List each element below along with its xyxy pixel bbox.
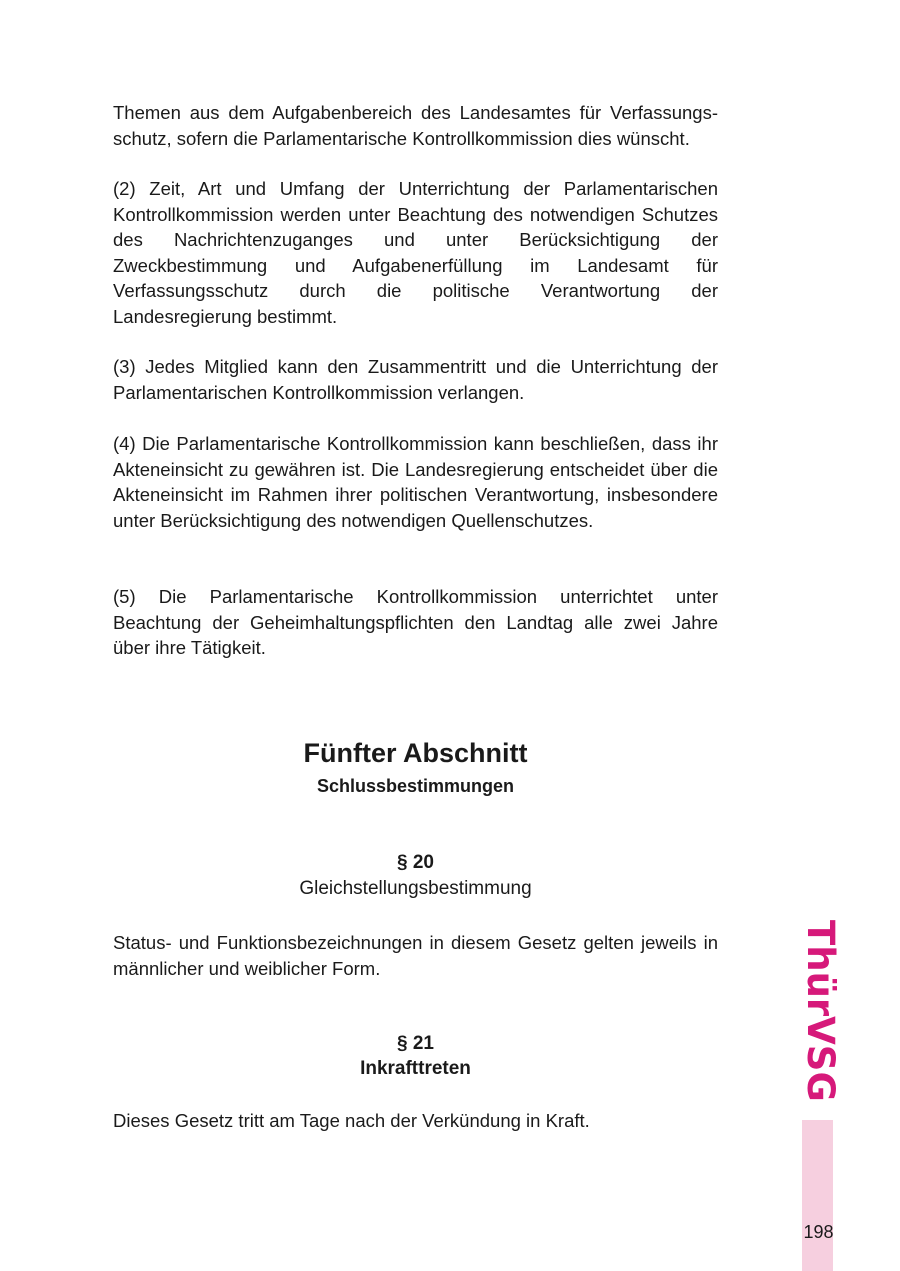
paragraph-2-text: (2) Zeit, Art und Umfang der Unterrichtung der Parlamentarischen Kontrollkommission werden unter Beachtung des notwendigen Schutzes des Nachrichtenzuganges und unter Berücksichtigung der Zweckbestimmung und Aufgabenerfüllung im Landesamt für Verfassungsschutz durch die politische Verantwortung der Landesregierung bestimmt. (113, 178, 718, 327)
paragraph-continuation-text: Themen aus dem Aufgabenbereich des Landesamtes für Verfassungs-schutz, sofern die Parlamentarische Kontrollkommission dies wünscht. (113, 102, 718, 149)
law-tab-label: ThürVSG (799, 920, 842, 1102)
paragraph-5-text: (5) Die Parlamentarische Kontrollkommission unterrichtet unter Beachtung der Geheimhaltungspflichten den Landtag alle zwei Jahre über ihre Tätigkeit. (113, 586, 718, 659)
paragraph-21-title: Inkrafttreten (360, 1058, 471, 1079)
paragraph-5 (113, 584, 718, 661)
paragraph-2 (113, 176, 718, 330)
paragraph-20-title: Gleichstellungsbestimmung (299, 878, 532, 899)
paragraph-20-number: § 20 (397, 852, 434, 873)
paragraph-4-text: (4) Die Parlamentarische Kontrollkommission kann beschließen, dass ihr Akteneinsicht zu gewähren ist. Die Landesregierung entscheidet über die Akteneinsicht im Rahmen ihrer politischen Verantwortung, insbesondere unter Berücksichtigung des notwendigen Quellenschutzes. (113, 433, 718, 531)
section-subtitle: Schlussbestimmungen (316, 776, 515, 796)
paragraph-continuation (113, 100, 718, 151)
paragraph-21-number: § 21 (397, 1033, 434, 1054)
page-number: 198 (803, 1222, 834, 1242)
paragraph-3-text: (3) Jedes Mitglied kann den Zusammentritt und die Unterrichtung der Parlamentarischen Kontrollkommission verlangen. (113, 356, 718, 403)
paragraph-4 (113, 431, 718, 533)
law-tab (799, 920, 842, 1102)
page-margin-bar (802, 1120, 833, 1271)
paragraph-21-text: Dieses Gesetz tritt am Tage nach der Verkündung in Kraft. (113, 1110, 590, 1131)
paragraph-20-text: Status- und Funktionsbezeichnungen in diesem Gesetz gelten jeweils in männlicher und weiblicher Form. (113, 932, 718, 979)
paragraph-3 (113, 354, 718, 405)
section-title: Fünfter Abschnitt (303, 738, 528, 768)
